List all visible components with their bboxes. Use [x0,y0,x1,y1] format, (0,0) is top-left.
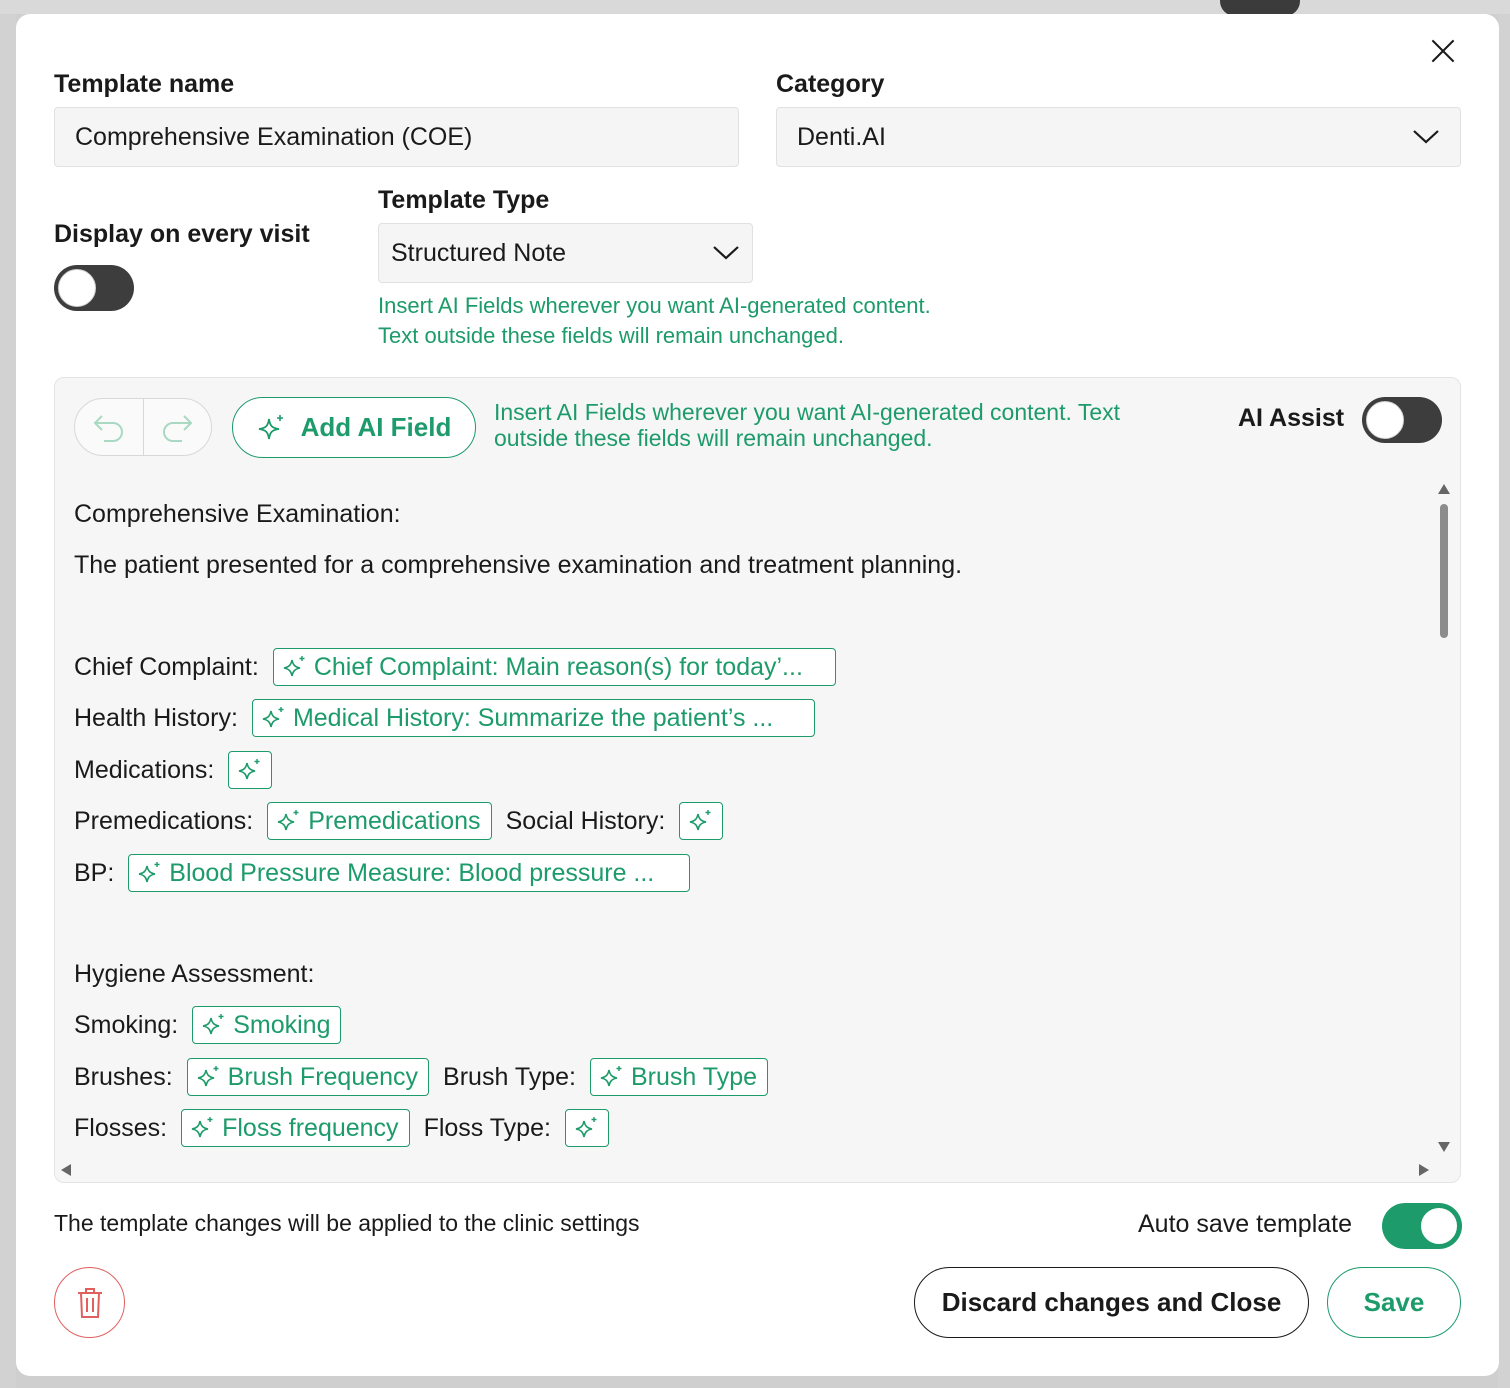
hint-line: Insert AI Fields wherever you want AI-generated content. Text [494,399,1121,425]
background-left-column [0,14,16,1388]
sparkle-icon [257,413,287,443]
ai-field-chip[interactable] [187,1058,429,1096]
clinic-settings-note: The template changes will be applied to the clinic settings [54,1210,640,1236]
discard-changes-button[interactable]: Discard changes and Close [914,1267,1309,1338]
ai-field-chip[interactable] [252,699,815,737]
chief-complaint-label: Chief Complaint: [74,652,259,681]
ai-field-chip[interactable] [267,802,491,840]
template-name-input[interactable] [54,107,739,167]
sparkle-icon [190,1115,216,1141]
brush-type-label: Brush Type: [443,1062,576,1091]
sparkle-icon [599,1064,625,1090]
hint-line: outside these fields will remain unchanged. [494,425,933,451]
toggle-knob [58,269,96,307]
category-value: Denti.AI [797,122,886,151]
sparkle-icon [688,808,714,834]
add-ai-field-button[interactable] [232,397,476,458]
redo-button[interactable] [144,399,212,455]
content-line [74,1109,609,1147]
auto-save-label: Auto save template [1138,1210,1353,1238]
content-line [74,648,836,686]
sparkle-icon [261,705,287,731]
chip-label: Premedications [308,806,481,835]
scroll-up-arrow[interactable] [1438,484,1450,494]
hint-line: Insert AI Fields wherever you want AI-generated content. [378,293,931,318]
content-line [74,751,272,789]
add-ai-field-label: Add AI Field [300,412,452,442]
delete-template-button[interactable] [54,1267,125,1338]
sparkle-icon [201,1012,227,1038]
toggle-knob [1420,1207,1458,1245]
ai-field-chip[interactable] [128,854,690,892]
vertical-scrollbar[interactable] [1436,478,1452,1158]
horizontal-scrollbar[interactable] [59,1160,1429,1180]
scroll-right-arrow[interactable] [1419,1164,1429,1176]
sparkle-icon [276,808,302,834]
category-label: Category [776,70,885,98]
hygiene-heading: Hygiene Assessment: [74,960,315,988]
editor-hint [494,399,1120,451]
toggle-knob [1366,401,1404,439]
sparkle-icon [196,1064,222,1090]
chip-label: Floss frequency [222,1113,399,1142]
sparkle-icon [574,1115,600,1141]
ai-field-chip[interactable] [565,1109,609,1147]
flosses-label: Flosses: [74,1113,168,1142]
content-line [74,699,815,737]
editor-content[interactable] [74,478,1434,1158]
scroll-left-arrow[interactable] [61,1164,71,1176]
health-history-label: Health History: [74,703,238,732]
scroll-down-arrow[interactable] [1438,1142,1450,1152]
chip-label: Smoking [233,1010,331,1039]
content-intro: The patient presented for a comprehensive examination and treatment planning. [74,551,963,579]
content-line [74,1058,768,1096]
undo-redo-group [74,398,212,456]
bp-label: BP: [74,858,115,887]
chip-label: Medical History: Summarize the patient’s ... [292,703,774,732]
edit-template-modal [16,14,1499,1376]
chevron-down-icon [712,245,740,261]
sparkle-icon [137,860,163,886]
undo-icon [92,412,126,442]
chip-label: Blood Pressure Measure: Blood pressure ... [169,858,655,887]
chip-label: Chief Complaint: Main reason(s) for today’... [313,652,803,681]
display-every-visit-label: Display on every visit [54,220,310,248]
scroll-thumb[interactable] [1440,504,1448,638]
auto-save-toggle[interactable] [1382,1203,1462,1249]
undo-button[interactable] [75,399,143,455]
category-select[interactable] [776,107,1461,167]
template-editor [54,377,1461,1183]
floss-type-label: Floss Type: [423,1113,551,1142]
template-name-value: Comprehensive Examination (COE) [75,122,473,151]
template-type-select[interactable] [378,223,753,283]
sparkle-icon [282,654,308,680]
redo-icon [160,412,194,442]
template-type-value: Structured Note [391,238,567,267]
smoking-label: Smoking: [74,1010,179,1039]
sparkle-icon [237,757,263,783]
content-line [74,1006,341,1044]
social-history-label: Social History: [505,806,666,835]
medications-label: Medications: [74,755,215,784]
ai-assist-toggle[interactable] [1362,397,1442,443]
template-type-hint [378,291,931,351]
ai-assist-label: AI Assist [1238,404,1345,432]
content-line [74,854,690,892]
template-type-label: Template Type [378,186,550,214]
ai-field-chip[interactable] [273,648,836,686]
content-line [74,802,723,840]
brushes-label: Brushes: [74,1062,173,1091]
ai-field-chip[interactable] [679,802,723,840]
ai-field-chip[interactable] [590,1058,768,1096]
chevron-down-icon [1412,129,1440,145]
chip-label: Brush Type [631,1062,758,1091]
background-right-column [1498,14,1510,1388]
premedications-label: Premedications: [74,806,254,835]
trash-icon [75,1286,105,1320]
save-button[interactable]: Save [1327,1267,1461,1338]
content-heading: Comprehensive Examination: [74,500,401,528]
hint-line: Text outside these fields will remain unchanged. [378,323,844,348]
chip-label: Brush Frequency [227,1062,419,1091]
ai-field-chip[interactable] [228,751,272,789]
display-every-visit-toggle[interactable] [54,265,134,311]
background-header [0,0,1510,14]
ai-field-chip[interactable] [192,1006,341,1044]
ai-field-chip[interactable] [181,1109,409,1147]
template-name-label: Template name [54,70,235,98]
close-icon[interactable] [1426,34,1460,68]
